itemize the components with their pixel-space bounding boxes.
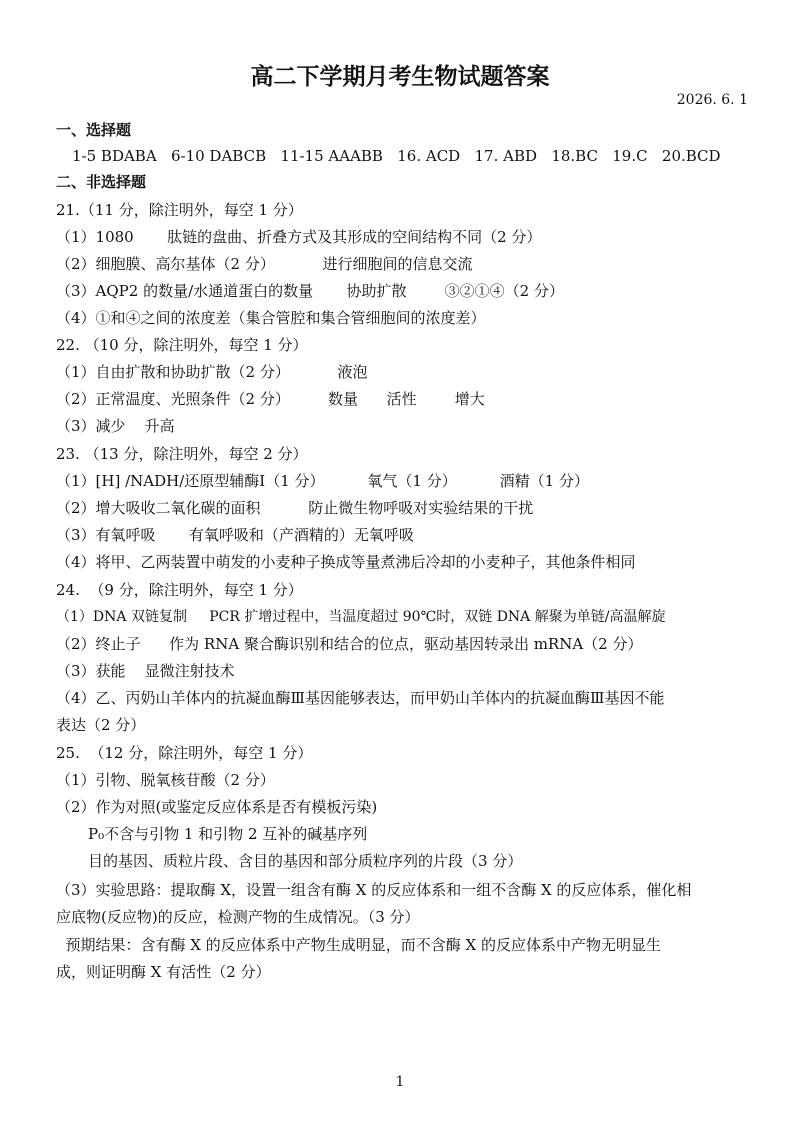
q22-header: 22. （10 分，除注明外，每空 1 分） xyxy=(56,336,308,354)
q23-line-3: （3）有氧呼吸 有氧呼吸和（产酒精的）无氧呼吸 xyxy=(56,526,414,544)
choice-answers: 1-5 BDABA 6-10 DABCB 11-15 AAABB 16. ACD 17. ABD 18.BC 19.C 20.BCD xyxy=(72,147,721,165)
q24-line-3: （3）获能 显微注射技术 xyxy=(56,662,235,680)
q24-line-1: （1）DNA 双链复制 PCR 扩增过程中，当温度超过 90℃时，双链 DNA 解聚为单链/高温解旋 xyxy=(56,609,666,625)
q24-line-5: 表达（2 分） xyxy=(56,716,146,734)
q23-header: 23. （13 分，除注明外，每空 2 分） xyxy=(56,445,308,463)
q25-line-6: 应底物(反应物)的反应，检测产物的生成情况。（3 分） xyxy=(56,908,420,926)
q23-line-4: （4）将甲、乙两装置中萌发的小麦种子换成等量煮沸后冷却的小麦种子，其他条件相同 xyxy=(56,553,636,571)
q24-header: 24. （9 分，除注明外，每空 1 分） xyxy=(56,581,303,599)
section-heading-choice: 一、选择题 xyxy=(56,121,132,139)
q21-line-1: （1）1080 肽链的盘曲、折叠方式及其形成的空间结构不同（2 分） xyxy=(56,228,542,246)
document-title: 高二下学期月考生物试题答案 xyxy=(250,64,550,90)
q21-line-2: （2）细胞膜、高尔基体（2 分） 进行细胞间的信息交流 xyxy=(56,255,473,273)
q21-header: 21.（11 分，除注明外，每空 1 分） xyxy=(56,201,303,219)
q21-line-4: （4）①和④之间的浓度差（集合管腔和集合管细胞间的浓度差） xyxy=(56,309,486,327)
q21-line-3: （3）AQP2 的数量/水通道蛋白的数量 协助扩散 ③②①④（2 分） xyxy=(56,282,564,300)
q23-line-2: （2）增大吸收二氧化碳的面积 防止微生物呼吸对实验结果的干扰 xyxy=(56,499,534,517)
q25-line-8: 成，则证明酶 X 有活性（2 分） xyxy=(56,963,271,981)
q25-line-7: 预期结果：含有酶 X 的反应体系中产物生成明显，而不含酶 X 的反应体系中产物无明显生 xyxy=(56,936,661,954)
q25-header: 25. （12 分，除注明外，每空 1 分） xyxy=(56,744,313,762)
q23-line-1: （1）[H] /NADH/还原型辅酶Ⅰ（1 分） 氧气（1 分） 酒精（1 分） xyxy=(56,472,589,490)
q25-line-1: （1）引物、脱氧核苷酸（2 分） xyxy=(56,771,275,789)
document-date: 2026. 6. 1 xyxy=(676,92,748,108)
q25-line-4: 目的基因、质粒片段、含目的基因和部分质粒序列的片段（3 分） xyxy=(88,852,523,870)
q25-line-2: （2）作为对照(或鉴定反应体系是否有模板污染) xyxy=(56,798,378,816)
page-number: 1 xyxy=(395,1074,405,1090)
q25-line-3: P₀不含与引物 1 和引物 2 互补的碱基序列 xyxy=(88,825,368,843)
q22-line-1: （1）自由扩散和协助扩散（2 分） 液泡 xyxy=(56,363,368,381)
q22-line-2: （2）正常温度、光照条件（2 分） 数量 活性 增大 xyxy=(56,390,485,408)
q24-line-4: （4）乙、丙奶山羊体内的抗凝血酶Ⅲ基因能够表达，而甲奶山羊体内的抗凝血酶Ⅲ基因不能 xyxy=(56,689,665,707)
section-heading-nonchoice: 二、非选择题 xyxy=(56,173,147,191)
q24-line-2: （2）终止子 作为 RNA 聚合酶识别和结合的位点，驱动基因转录出 mRNA（2 分） xyxy=(56,635,643,653)
q25-line-5: （3）实验思路：提取酶 X，设置一组含有酶 X 的反应体系和一组不含酶 X 的反应体系，催化相 xyxy=(56,881,692,899)
q22-line-3: （3）减少 升高 xyxy=(56,417,175,435)
